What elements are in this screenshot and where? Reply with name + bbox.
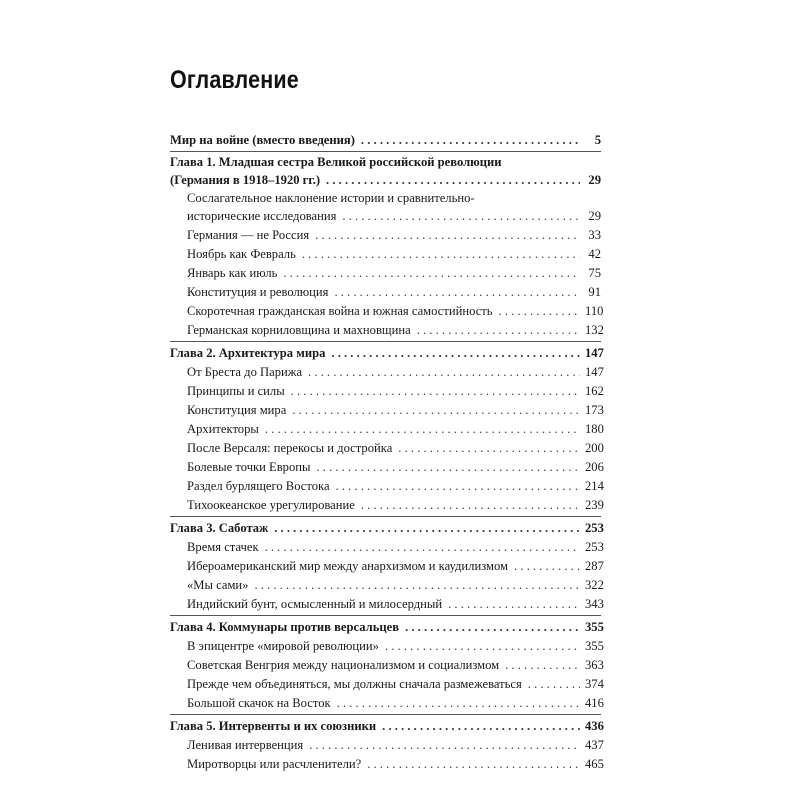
toc-entry-chapter-2[interactable] — [170, 344, 604, 363]
toc-entry-section[interactable] — [170, 675, 604, 694]
leader-dots — [361, 496, 580, 515]
toc-entry-section[interactable] — [170, 302, 604, 321]
toc-entry-section[interactable] — [170, 382, 604, 401]
entry-page: 465 — [585, 757, 604, 771]
entry-title: Раздел бурлящего Востока — [187, 479, 330, 493]
leader-dots — [398, 439, 580, 458]
entry-page: 75 — [588, 266, 601, 280]
entry-page: 416 — [585, 696, 604, 710]
leader-dots — [334, 283, 580, 302]
leader-dots — [382, 717, 580, 736]
entry-page: 162 — [585, 384, 604, 398]
entry-page: 287 — [585, 559, 604, 573]
entry-title: Прежде чем объединяться, мы должны сначала размежеваться — [187, 677, 522, 691]
entry-page: 147 — [585, 346, 604, 360]
entry-title: Тихоокеанское урегулирование — [187, 498, 355, 512]
toc-entry-chapter-5[interactable] — [170, 717, 604, 736]
entry-page: 239 — [585, 498, 604, 512]
toc-entry-section[interactable] — [170, 401, 604, 420]
leader-dots — [254, 576, 580, 595]
leader-dots — [448, 595, 580, 614]
toc-entry-intro[interactable] — [170, 131, 601, 150]
toc-entry-section[interactable] — [170, 637, 604, 656]
toc-entry-section[interactable] — [170, 420, 604, 439]
entry-page: 363 — [585, 658, 604, 672]
leader-dots — [337, 694, 580, 713]
entry-page: 132 — [585, 323, 604, 337]
entry-title: Конституция и революция — [187, 285, 329, 299]
toc-entry-section[interactable] — [170, 656, 604, 675]
entry-page: 437 — [585, 738, 604, 752]
toc-entry-section[interactable] — [170, 283, 601, 302]
entry-title: Ибероамериканский мир между анархизмом и каудилизмом — [187, 559, 508, 573]
entry-title-line-1: Глава 1. Младшая сестра Великой российской революции — [170, 155, 502, 169]
leader-dots — [302, 245, 580, 264]
entry-title: После Версаля: перекосы и достройка — [187, 441, 393, 455]
leader-dots — [528, 675, 580, 694]
entry-title: Глава 5. Интервенты и их союзники — [170, 719, 377, 733]
entry-page: 200 — [585, 441, 604, 455]
toc-entry-section[interactable] — [170, 245, 601, 264]
entry-title: Глава 2. Архитектура мира — [170, 346, 326, 360]
toc-entry-section[interactable] — [170, 496, 604, 515]
toc-entry-section[interactable] — [170, 755, 604, 774]
toc-entry-section[interactable] — [170, 190, 601, 226]
leader-dots — [292, 401, 580, 420]
toc-entry-section[interactable] — [170, 477, 604, 496]
toc-entry-section[interactable] — [170, 538, 604, 557]
leader-dots — [274, 519, 580, 538]
toc-entry-section[interactable] — [170, 226, 601, 245]
entry-title: Скоротечная гражданская война и южная самостийность — [187, 304, 493, 318]
chapter-1-block — [170, 151, 604, 340]
chapter-3-block — [170, 516, 604, 614]
leader-dots — [499, 302, 580, 321]
leader-dots — [336, 477, 580, 496]
entry-page: 355 — [585, 639, 604, 653]
chapter-5-block — [170, 714, 604, 774]
entry-page: 206 — [585, 460, 604, 474]
entry-page: 91 — [588, 285, 601, 299]
leader-dots — [291, 382, 580, 401]
entry-title: От Бреста до Парижа — [187, 365, 303, 379]
toc-entry-section[interactable] — [170, 363, 604, 382]
toc-entry-section[interactable] — [170, 439, 604, 458]
toc-entry-chapter-3[interactable] — [170, 519, 604, 538]
leader-dots — [505, 656, 580, 675]
entry-title: Советская Венгрия между национализмом и социализмом — [187, 658, 500, 672]
entry-title-line-2: (Германия в 1918–1920 гг.) — [170, 173, 321, 187]
leader-dots — [308, 363, 580, 382]
toc-entry-section[interactable] — [170, 557, 604, 576]
entry-title: Германия — не Россия — [187, 228, 310, 242]
toc-entry-section[interactable] — [170, 458, 604, 477]
entry-title: Ноябрь как Февраль — [187, 247, 296, 261]
toc-entry-chapter-4[interactable] — [170, 618, 604, 637]
leader-dots — [361, 131, 580, 150]
chapter-4-block — [170, 615, 604, 713]
entry-page: 173 — [585, 403, 604, 417]
toc-entry-chapter-1[interactable] — [170, 154, 601, 190]
toc-entry-section[interactable] — [170, 264, 601, 283]
chapter-2-block — [170, 341, 604, 515]
entry-page: 253 — [585, 540, 604, 554]
entry-title: Германская корниловщина и махновщина — [187, 323, 411, 337]
entry-page: 5 — [594, 133, 601, 147]
entry-page: 33 — [588, 228, 601, 242]
leader-dots — [265, 538, 580, 557]
leader-dots — [417, 321, 580, 340]
entry-page: 29 — [588, 209, 601, 223]
entry-title-line-2: исторические исследования — [187, 209, 337, 223]
entry-page: 110 — [585, 304, 604, 318]
entry-page: 343 — [585, 597, 604, 611]
entry-page: 355 — [585, 620, 604, 634]
entry-page: 253 — [585, 521, 604, 535]
leader-dots — [316, 458, 580, 477]
leader-dots — [331, 344, 580, 363]
entry-title: Болевые точки Европы — [187, 460, 311, 474]
entry-title: Архитекторы — [187, 422, 259, 436]
entry-title: Январь как июль — [187, 266, 278, 280]
toc-entry-section[interactable] — [170, 576, 604, 595]
leader-dots — [385, 637, 580, 656]
entry-title: В эпицентре «мировой революции» — [187, 639, 379, 653]
entry-page: 436 — [585, 719, 604, 733]
leader-dots — [342, 207, 580, 226]
table-of-contents — [170, 128, 604, 774]
entry-title: Глава 3. Саботаж — [170, 521, 269, 535]
entry-title: Индийский бунт, осмысленный и милосердный — [187, 597, 443, 611]
toc-entry-section[interactable] — [170, 321, 604, 340]
leader-dots — [514, 557, 580, 576]
entry-page: 322 — [585, 578, 604, 592]
entry-title: Ленивая интервенция — [187, 738, 304, 752]
leader-dots — [315, 226, 580, 245]
entry-title: Глава 4. Коммунары против версальцев — [170, 620, 400, 634]
leader-dots — [367, 755, 580, 774]
entry-title: Время стачек — [187, 540, 259, 554]
leader-dots — [283, 264, 580, 283]
entry-page: 42 — [588, 247, 601, 261]
toc-entry-section[interactable] — [170, 736, 604, 755]
entry-title-line-1: Сослагательное наклонение истории и сравнительно- — [187, 191, 475, 205]
leader-dots — [265, 420, 580, 439]
entry-page: 147 — [585, 365, 604, 379]
leader-dots — [326, 171, 580, 190]
entry-page: 214 — [585, 479, 604, 493]
page-title: Оглавление — [170, 66, 299, 94]
toc-entry-section[interactable] — [170, 694, 604, 713]
entry-title: «Мы сами» — [187, 578, 249, 592]
intro-block — [170, 129, 601, 150]
leader-dots — [309, 736, 580, 755]
entry-title: Большой скачок на Восток — [187, 696, 331, 710]
entry-title: Мир на войне (вместо введения) — [170, 133, 355, 147]
entry-page: 29 — [588, 173, 601, 187]
toc-entry-section[interactable] — [170, 595, 604, 614]
entry-title: Миротворцы или расчленители? — [187, 757, 362, 771]
entry-page: 180 — [585, 422, 604, 436]
leader-dots — [405, 618, 580, 637]
entry-title: Принципы и силы — [187, 384, 285, 398]
entry-title: Конституция мира — [187, 403, 287, 417]
entry-page: 374 — [585, 677, 604, 691]
